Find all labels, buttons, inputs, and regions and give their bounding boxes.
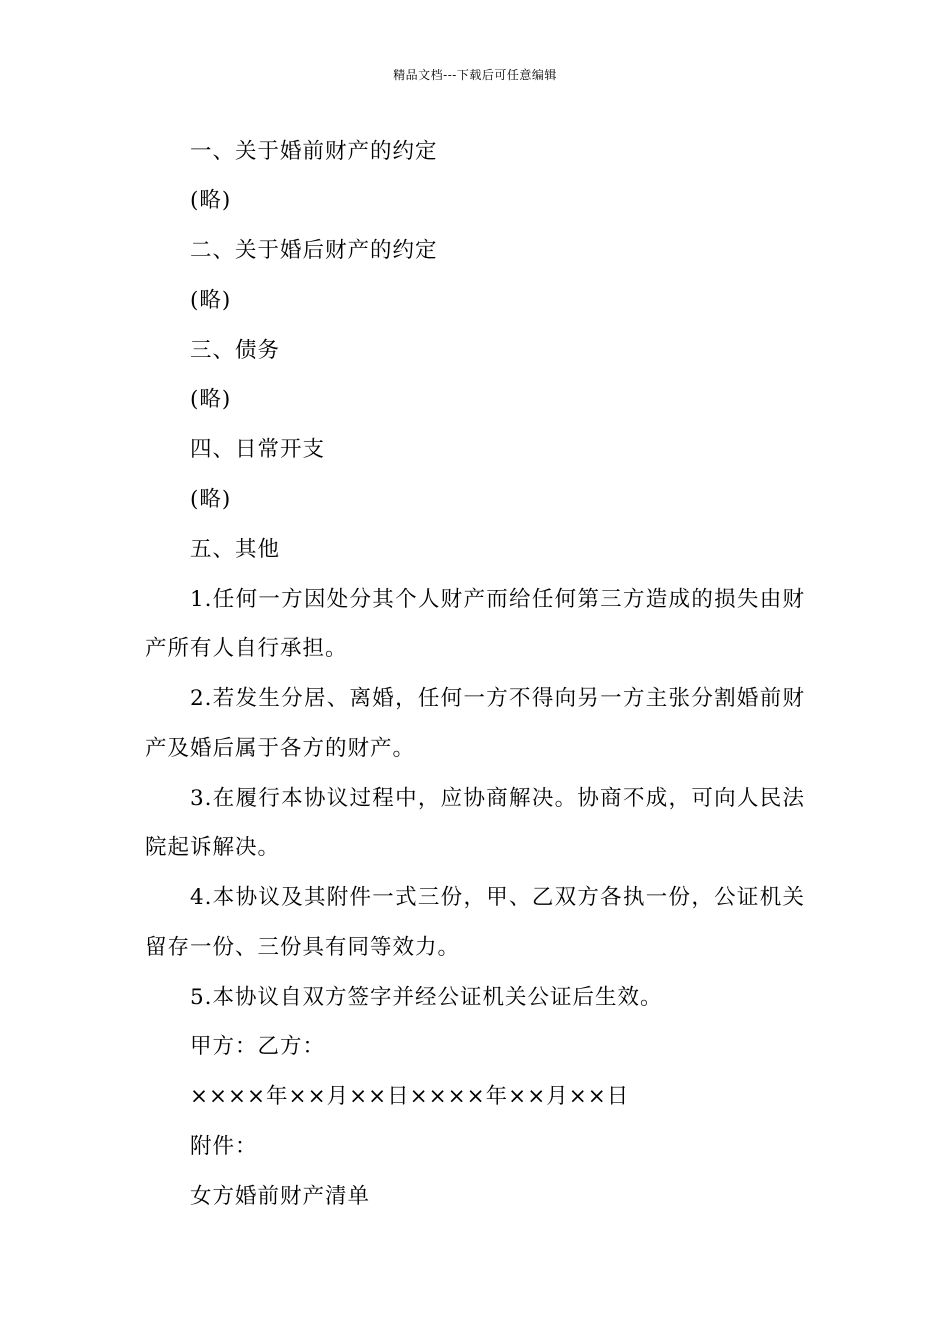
page-header: 精品文档---下载后可任意编辑 (393, 68, 557, 82)
section-body-2: (略) (190, 288, 232, 313)
section-heading-3: 三、债务 (190, 338, 281, 363)
clause-5: 5.本协议自双方签字并经公证机关公证后生效。 (190, 985, 663, 1010)
clause-4-line-1: 4.本协议及其附件一式三份，甲、乙双方各执一份，公证机关 (190, 885, 805, 910)
attachment-label: 附件： (190, 1134, 258, 1159)
clause-2-line-1: 2.若发生分居、离婚，任何一方不得向另一方主张分割婚前财 (190, 686, 805, 711)
clause-2-line-2: 产及婚后属于各方的财产。 (145, 736, 416, 761)
clause-3-line-1: 3.在履行本协议过程中，应协商解决。协商不成，可向人民法 (190, 786, 805, 811)
section-heading-4: 四、日常开支 (190, 437, 326, 462)
clause-1-line-1: 1.任何一方因处分其个人财产而给任何第三方造成的损失由财 (190, 587, 805, 612)
date-line: ××××年××月××日××××年××月××日 (190, 1084, 630, 1109)
section-heading-1: 一、关于婚前财产的约定 (190, 139, 438, 164)
signature-line: 甲方：乙方： (190, 1034, 326, 1059)
section-body-3: (略) (190, 387, 232, 412)
attachment-item: 女方婚前财产清单 (190, 1184, 371, 1209)
section-body-4: (略) (190, 487, 232, 512)
section-heading-2: 二、关于婚后财产的约定 (190, 238, 438, 263)
clause-1-line-2: 产所有人自行承担。 (145, 636, 348, 661)
section-heading-5: 五、其他 (190, 537, 281, 562)
clause-3-line-2: 院起诉解决。 (145, 835, 281, 860)
clause-4-line-2: 留存一份、三份具有同等效力。 (145, 935, 461, 960)
section-body-1: (略) (190, 188, 232, 213)
